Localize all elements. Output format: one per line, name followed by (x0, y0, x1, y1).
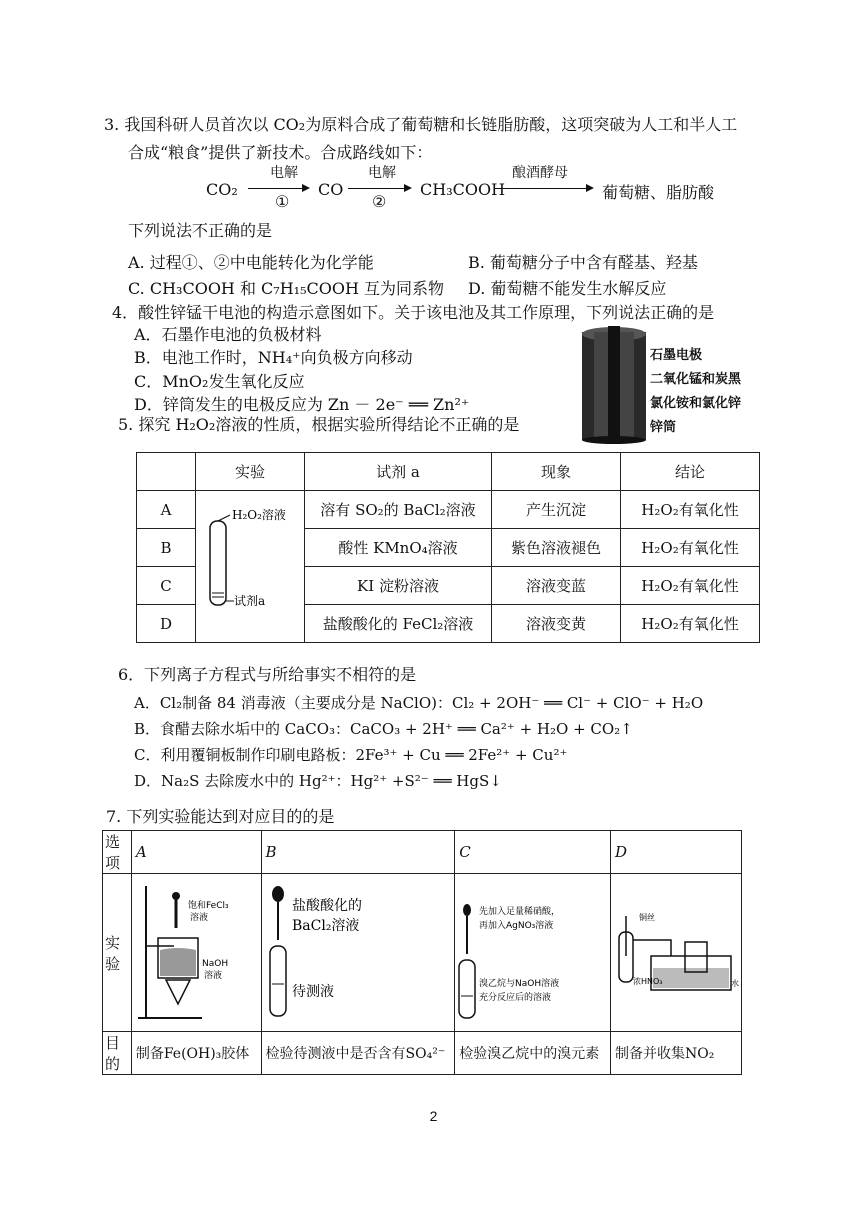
q6-stem: 6．下列离子方程式与所给事实不相符的是 (118, 665, 417, 684)
header-experiment: 实验 (196, 453, 305, 491)
fig-b-label-hcl: 盐酸酸化的 (291, 897, 362, 914)
q4-option-b: B．电池工作时，NH₄⁺向负极方向移动 (134, 348, 413, 367)
arrow1 (248, 188, 308, 189)
route-co2: CO₂ (206, 180, 238, 199)
option-d-header: D (611, 831, 742, 874)
fig-c-label-hno3: 先加入足量稀硝酸， (479, 906, 561, 917)
row-option: A (137, 491, 196, 529)
page-number: 2 (429, 1108, 438, 1124)
fig-c-label-mixture: 溴乙烷与NaOH溶液 (479, 978, 560, 989)
purpose-c: 检验溴乙烷中的溴元素 (455, 1032, 611, 1075)
arrow3-top: 酿酒酵母 (512, 165, 568, 181)
purpose-a: 制备Fe(OH)₃胶体 (131, 1032, 261, 1075)
battery-labels (650, 344, 741, 440)
options-row (103, 831, 742, 874)
label-purpose: 目的 (103, 1032, 132, 1075)
label-option: 选项 (103, 831, 132, 874)
route-product: 葡萄糖、脂肪酸 (602, 183, 715, 202)
q6-option-d: D．Na₂S 去除废水中的 Hg²⁺：Hg²⁺ +S²⁻ ══ HgS↓ (134, 772, 502, 790)
experiment-b (261, 874, 455, 1032)
row-option: B (137, 529, 196, 567)
table-row (137, 491, 760, 529)
fig-d-label-wire: 铜丝 (639, 912, 655, 922)
label-experiment: 实验 (103, 874, 132, 1032)
label-graphite-electrode: 石墨电极 (650, 348, 703, 363)
q3-stem-line1: 3. 我国科研人员首次以 CO₂为原料合成了葡萄糖和长链脂肪酸，这项突破为人工和半人工 (104, 115, 738, 134)
q4-option-c: C．MnO₂发生氧化反应 (134, 372, 305, 391)
fig-a-label-naoh: NaOH (201, 958, 228, 969)
label-nh4cl-zncl2: 氯化铵和氯化锌 (650, 396, 742, 411)
diagram-label-reagent: 试剂a (234, 593, 266, 608)
arrow3 (502, 188, 592, 189)
bromoethane-test-diagram (455, 876, 605, 1026)
q6-option-a: A．Cl₂制备 84 消毒液（主要成分是 NaClO)：Cl₂ + 2OH⁻ ══ Cl⁻ + ClO⁻ + H₂O (134, 694, 704, 712)
fig-b-label-sample: 待测液 (291, 983, 334, 1000)
fig-c-label-agno3: 再加入AgNO₃溶液 (479, 920, 554, 931)
q3-option-c: C. CH₃COOH 和 C₇H₁₅COOH 互为同系物 (128, 279, 445, 298)
row-option: C (137, 567, 196, 605)
header-blank (137, 453, 196, 491)
q5-stem: 5. 探究 H₂O₂溶液的性质，根据实验所得结论不正确的是 (118, 415, 520, 434)
diagram-label-h2o2: H₂O₂溶液 (232, 507, 286, 522)
row-phenomenon: 溶液变黄 (492, 605, 621, 643)
q7-table (102, 830, 742, 1075)
fecl3-apparatus-diagram (132, 876, 256, 1026)
row-reagent: KI 淀粉溶液 (305, 567, 492, 605)
q4-option-d: D．锌筒发生的电极反应为 Zn － 2e⁻ ══ Zn²⁺ (134, 395, 470, 414)
no2-collection-diagram (611, 876, 741, 1026)
q3-prompt: 下列说法不正确的是 (128, 221, 273, 240)
label-mno2-carbon: 二氧化锰和炭黑 (650, 372, 742, 387)
test-tube-diagram (200, 493, 300, 641)
experiment-d (611, 874, 742, 1032)
arrow2 (348, 188, 410, 189)
fig-a-label-sol1: 溶液 (189, 912, 208, 923)
q4-option-a: A．石墨作电池的负极材料 (134, 325, 322, 344)
purpose-b: 检验待测液中是否含有SO₄²⁻ (261, 1032, 455, 1075)
q6-option-c: C．利用覆铜板制作印刷电路板：2Fe³⁺ + Cu ══ 2Fe²⁺ + Cu²⁺ (134, 746, 568, 764)
row-conclusion: H₂O₂有氧化性 (621, 491, 760, 529)
fig-a-label-sol2: 溶液 (203, 970, 222, 981)
arrow1-bottom: ① (275, 192, 290, 211)
row-phenomenon: 溶液变蓝 (492, 567, 621, 605)
synthesis-route (200, 165, 720, 220)
q7-stem: 7. 下列实验能达到对应目的的是 (106, 807, 335, 826)
row-phenomenon: 紫色溶液褪色 (492, 529, 621, 567)
row-conclusion: H₂O₂有氧化性 (621, 529, 760, 567)
q6-option-b: B．食醋去除水垢中的 CaCO₃：CaCO₃ + 2H⁺ ══ Ca²⁺ + H₂O + CO₂↑ (134, 720, 633, 738)
q3-option-d: D. 葡萄糖不能发生水解反应 (468, 279, 667, 298)
q4-stem: 4．酸性锌锰干电池的构造示意图如下。关于该电池及其工作原理，下列说法正确的是 (112, 303, 715, 322)
route-ch3cooh: CH₃COOH (420, 180, 506, 199)
q3-option-a: A. 过程①、②中电能转化为化学能 (128, 253, 374, 272)
fig-b-label-bacl2: BaCl₂溶液 (291, 917, 359, 934)
fig-d-label-hno3: 浓HNO₃ (633, 976, 663, 986)
q3-option-b: B. 葡萄糖分子中含有醛基、羟基 (468, 253, 698, 272)
fig-a-label-fecl3: 饱和FeCl₃ (187, 900, 229, 911)
header-phenomenon: 现象 (492, 453, 621, 491)
row-option: D (137, 605, 196, 643)
fig-c-label-solution: 充分反应后的溶液 (479, 992, 552, 1003)
arrow2-bottom: ② (372, 192, 387, 211)
arrow1-top: 电解 (270, 165, 298, 181)
experiments-row (103, 874, 742, 1032)
experiment-diagram-cell (196, 491, 305, 643)
purpose-d: 制备并收集NO₂ (611, 1032, 742, 1075)
q3-stem-line2: 合成“粮食”提供了新技术。合成路线如下： (128, 143, 433, 162)
purposes-row (103, 1032, 742, 1075)
header-reagent: 试剂 a (305, 453, 492, 491)
header-conclusion: 结论 (621, 453, 760, 491)
label-zinc-can: 锌筒 (650, 420, 677, 435)
arrow2-top: 电解 (368, 165, 396, 181)
row-phenomenon: 产生沉淀 (492, 491, 621, 529)
row-reagent: 盐酸酸化的 FeCl₂溶液 (305, 605, 492, 643)
experiment-c (455, 874, 611, 1032)
fig-d-label-water: 水 (731, 978, 739, 988)
q5-table (136, 452, 760, 643)
option-c-header: C (455, 831, 611, 874)
table-header-row (137, 453, 760, 491)
row-conclusion: H₂O₂有氧化性 (621, 567, 760, 605)
option-b-header: B (261, 831, 455, 874)
row-reagent: 酸性 KMnO₄溶液 (305, 529, 492, 567)
option-a-header: A (131, 831, 261, 874)
bacl2-test-diagram (262, 876, 450, 1026)
row-reagent: 溶有 SO₂的 BaCl₂溶液 (305, 491, 492, 529)
row-conclusion: H₂O₂有氧化性 (621, 605, 760, 643)
experiment-a (131, 874, 261, 1032)
route-co: CO (318, 180, 344, 199)
